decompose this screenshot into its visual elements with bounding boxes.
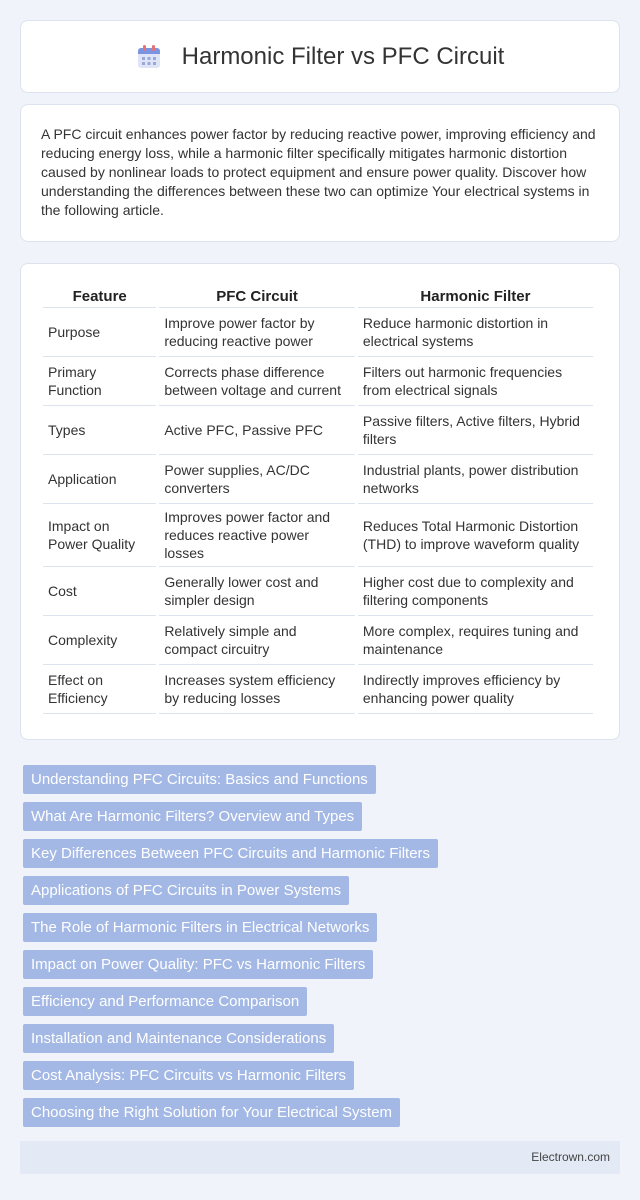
table-cell: Reduce harmonic distortion in electrical systems xyxy=(358,308,593,357)
link-understanding-pfc-circuits[interactable]: Understanding PFC Circuits: Basics and Functions xyxy=(23,765,376,794)
link-what-are-harmonic-filters[interactable]: What Are Harmonic Filters? Overview and Types xyxy=(23,802,362,831)
page-title: Harmonic Filter vs PFC Circuit xyxy=(181,42,505,70)
table-cell: Industrial plants, power distribution networks xyxy=(358,455,593,504)
header-harmonic-filter: Harmonic Filter xyxy=(358,286,593,308)
intro-card xyxy=(20,104,620,242)
table-header-row xyxy=(43,286,593,308)
related-links xyxy=(23,765,623,1135)
header-feature: Feature xyxy=(43,286,156,308)
table-cell: Corrects phase difference between voltage and current xyxy=(159,357,355,406)
table-cell: Higher cost due to complexity and filtering components xyxy=(358,567,593,616)
table-cell: Improves power factor and reduces reactive power losses xyxy=(159,504,355,567)
table-row xyxy=(43,308,593,357)
table-row xyxy=(43,616,593,665)
table-cell: Increases system efficiency by reducing losses xyxy=(159,665,355,714)
footer xyxy=(20,1141,620,1174)
table-row xyxy=(43,406,593,455)
comparison-table xyxy=(40,286,596,714)
table-cell: Application xyxy=(43,455,156,504)
header-pfc-circuit: PFC Circuit xyxy=(159,286,355,308)
table-cell: Improve power factor by reducing reactive power xyxy=(159,308,355,357)
table-cell: More complex, requires tuning and maintenance xyxy=(358,616,593,665)
comparison-table-card xyxy=(20,263,620,740)
table-row xyxy=(43,357,593,406)
table-row xyxy=(43,665,593,714)
table-cell: Power supplies, AC/DC converters xyxy=(159,455,355,504)
table-cell: Purpose xyxy=(43,308,156,357)
table-row xyxy=(43,455,593,504)
table-cell: Generally lower cost and simpler design xyxy=(159,567,355,616)
link-choosing-right-solution[interactable]: Choosing the Right Solution for Your Electrical System xyxy=(23,1098,400,1127)
table-cell: Complexity xyxy=(43,616,156,665)
table-cell: Effect on Efficiency xyxy=(43,665,156,714)
table-cell: Primary Function xyxy=(43,357,156,406)
table-cell: Cost xyxy=(43,567,156,616)
table-cell: Passive filters, Active filters, Hybrid filters xyxy=(358,406,593,455)
table-row xyxy=(43,504,593,567)
table-cell: Indirectly improves efficiency by enhancing power quality xyxy=(358,665,593,714)
table-cell: Impact on Power Quality xyxy=(43,504,156,567)
footer-site[interactable]: Electrown.com xyxy=(531,1150,610,1164)
calendar-icon xyxy=(136,44,162,70)
link-cost-analysis[interactable]: Cost Analysis: PFC Circuits vs Harmonic Filters xyxy=(23,1061,354,1090)
link-installation-maintenance[interactable]: Installation and Maintenance Considerations xyxy=(23,1024,334,1053)
link-role-harmonic-filters[interactable]: The Role of Harmonic Filters in Electrical Networks xyxy=(23,913,377,942)
table-cell: Filters out harmonic frequencies from electrical signals xyxy=(358,357,593,406)
link-applications-pfc[interactable]: Applications of PFC Circuits in Power Systems xyxy=(23,876,349,905)
table-cell: Relatively simple and compact circuitry xyxy=(159,616,355,665)
link-key-differences[interactable]: Key Differences Between PFC Circuits and Harmonic Filters xyxy=(23,839,438,868)
table-cell: Active PFC, Passive PFC xyxy=(159,406,355,455)
header-card xyxy=(20,20,620,93)
link-impact-power-quality[interactable]: Impact on Power Quality: PFC vs Harmonic Filters xyxy=(23,950,373,979)
intro-text: A PFC circuit enhances power factor by reducing reactive power, improving efficiency and reducing energy loss, while a harmonic filter specifically mitigates harmonic distortion caused by nonlinear loads to protect equipment and ensure power quality. Discover how understanding the differences between these two can optimize Your electrical systems in the following article. xyxy=(41,126,596,218)
table-cell: Types xyxy=(43,406,156,455)
table-cell: Reduces Total Harmonic Distortion (THD) to improve waveform quality xyxy=(358,504,593,567)
table-row xyxy=(43,567,593,616)
link-efficiency-performance[interactable]: Efficiency and Performance Comparison xyxy=(23,987,307,1016)
